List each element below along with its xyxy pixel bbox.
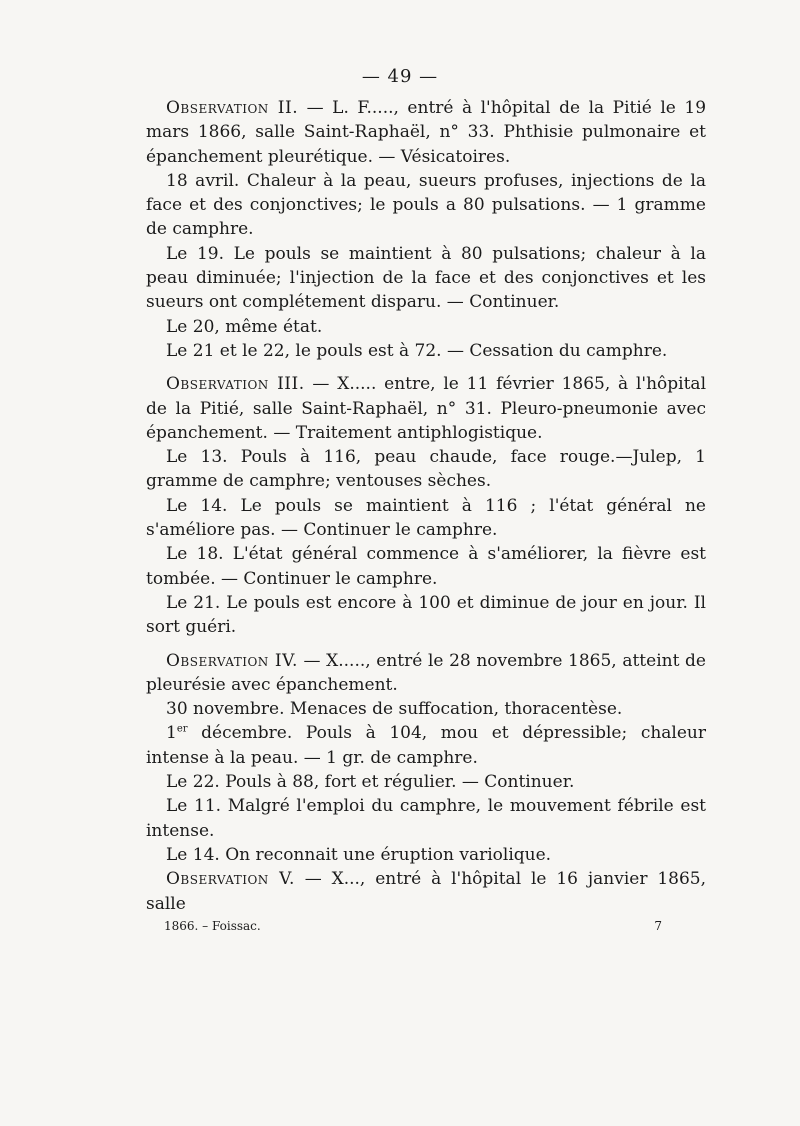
observation-label: Observation II. [166,98,299,118]
paragraph: Le 21 et le 22, le pouls est à 72. — Cessation du camphre. [166,340,668,361]
paragraph-text: — X..... entre, le 11 février 1865, à l'hôpital de la Pitié, salle Saint-Raphaël, n° 31. Pleuro-pneumonie avec épanchement. — Traitement antiphlogistique. [146,374,706,443]
paragraph: Le 18. L'état général commence à s'améliorer, la fièvre est tombée. — Continuer le camphre. [146,544,706,589]
observation-label: Observation IV. [166,650,298,671]
paragraph: Le 20, même état. [166,316,323,337]
paragraph: 18 avril. Chaleur à la peau, sueurs profuses, injections de la face et des conjonctives; le pouls a 80 pulsations. — 1 gramme de camphre. [146,170,706,240]
observation-2-heading [146,96,706,169]
paragraph: Le 13. Pouls à 116, peau chaude, face rouge.—Julep, 1 gramme de camphre; ventouses sèches. [146,447,706,492]
observation-label: Observation III. [166,374,305,395]
paragraph: Le 21. Le pouls est encore à 100 et diminue de jour en jour. Il sort guéri. [146,592,706,638]
paragraph-text: — X..., entré à l'hôpital le 16 janvier 1865, salle [146,869,706,914]
observation-label: Observation V. [166,869,295,890]
footer-sheet-number: 7 [654,919,662,933]
paragraph: Le 14. Le pouls se maintient à 116 ; l'état général ne s'améliore pas. — Continuer le camphre. [146,495,706,541]
footer-signature: 1866. – Foissac. [164,919,261,933]
page-number: — 49 — [361,66,439,87]
paragraph: Le 14. On reconnait une éruption variolique. [166,844,552,865]
paragraph: Le 22. Pouls à 88, fort et régulier. — Continuer. [166,772,575,793]
paragraph: Le 19. Le pouls se maintient à 80 pulsations; chaleur à la peau diminuée; l'injection de la face et des conjonctives et les sueurs ont complétement disparu. — Continuer. [146,243,706,313]
page-body [146,96,706,916]
paragraph: Le 11. Malgré l'emploi du camphre, le mouvement fébrile est intense. [146,796,706,841]
observation-4-heading [146,649,706,698]
ordinal-superscript: er [176,723,188,735]
paragraph-text: décembre. Pouls à 104, mou et dépressible; chaleur intense à la peau. — 1 gr. de camphre. [146,723,706,768]
date-number: 1 [166,723,177,744]
paragraph [146,721,706,770]
paragraph-text: — X....., entré le 28 novembre 1865, atteint de pleurésie avec épanchement. [146,650,706,695]
paragraph: 30 novembre. Menaces de suffocation, thoracentèse. [166,699,623,720]
observation-5-heading [146,867,706,916]
paragraph-text: — L. F....., entré à l'hôpital de la Pitié le 19 mars 1866, salle Saint-Raphaël, n° 33. Phthisie pulmonaire et épanchement pleurétique. — Vésicatoires. [146,98,707,167]
observation-3-heading [146,372,706,445]
